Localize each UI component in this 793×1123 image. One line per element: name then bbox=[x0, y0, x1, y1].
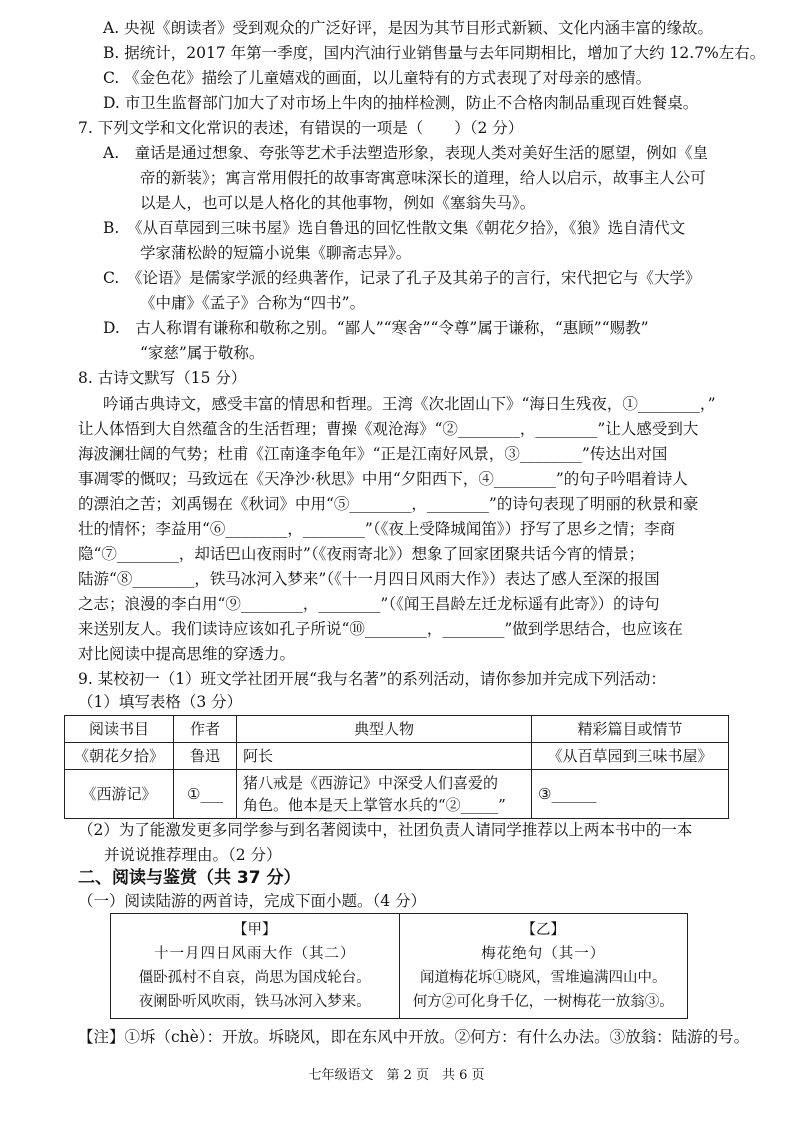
q8-text-line: 来送别友人。我们读诗应该如孔子所说“⑩________，________”做到学思结合，也应该在 bbox=[78, 620, 683, 638]
table-header: 典型人物 bbox=[237, 716, 532, 743]
q8-text-line: 事凋零的慨叹；马致远在《天净沙·秋思》中用“夕阳西下，④________”的句子吟唱着诗人 bbox=[78, 470, 688, 488]
q9-sub2-line: 并说说推荐理由。（2 分） bbox=[104, 846, 282, 864]
q7-option-a-line: A. 童话是通过想象、夸张等艺术手法塑造形象，表现人类对美好生活的愿望，例如《皇 bbox=[103, 144, 709, 162]
q8-text-line: 陆游“⑧________，铁马冰河入梦来”（《十一月四日风雨大作》）表达了感人至深的报国 bbox=[78, 570, 660, 588]
q7-option-d-line: “家慈”属于敬称。 bbox=[140, 344, 265, 362]
q7-option-a-line: 以是人，也可以是人格化的其他事物，例如《塞翁失马》。 bbox=[140, 194, 536, 212]
description-line-blank[interactable]: 角色。他本是天上掌管水兵的“②_____” bbox=[243, 796, 506, 814]
q6-option-b: B. 据统计，2017 年第一季度，国内汽油行业销售量与去年同期相比，增加了大约 12.7%左右。 bbox=[103, 44, 766, 62]
q8-text-line: 之志；浪漫的李白用“⑨________，________”（《闻王昌龄左迁龙标遥有此寄》）的诗句 bbox=[78, 595, 660, 613]
poem-line: 夜阑卧听风吹雨，铁马冰河入梦来。 bbox=[138, 994, 371, 1010]
table-header: 阅读书目 bbox=[65, 716, 174, 743]
table-header-row bbox=[65, 716, 729, 743]
poems-box bbox=[110, 913, 688, 1019]
q6-option-a: A. 央视《朗读者》受到观众的广泛好评，是因为其节目形式新颖、文化内涵丰富的缘故。 bbox=[103, 19, 714, 37]
table-cell-description bbox=[237, 770, 532, 819]
q6-option-d: D. 市卫生监督部门加大了对市场上牛肉的抽样检测，防止不合格肉制品重现百姓餐桌。 bbox=[103, 94, 699, 112]
table-cell: 阿长 bbox=[237, 743, 532, 770]
q8-text-line: 隐“⑦________，却话巴山夜雨时”（《夜雨寄北》）想象了回家团聚共话今宵的情景； bbox=[78, 545, 645, 563]
q8-text-line: 壮的情怀；李益用“⑥________，________”（《夜上受降城闻笛》）抒写了思乡之情；李商 bbox=[78, 520, 676, 538]
q8-text-line: 海波澜壮阔的气势；杜甫《江南逢李龟年》“正是江南好风景，③________”传达出对国 bbox=[78, 445, 668, 463]
poem-tag: 【乙】 bbox=[521, 922, 565, 938]
poem-line: 何方②可化身千亿，一树梅花一放翁③。 bbox=[412, 994, 674, 1010]
page-footer: 七年级语文 第 2 页 共 6 页 bbox=[308, 1068, 485, 1083]
table-cell: 《朝花夕拾》 bbox=[65, 743, 174, 770]
q7-option-c-line: C. 《论语》是儒家学派的经典著作，记录了孔子及其弟子的言行，宋代把它与《大学》 bbox=[103, 269, 701, 287]
poem-jia bbox=[111, 914, 399, 1018]
poem-note: 【注】①坼（chè）：开放。坼晓风，即在东风中开放。②何方：有什么办法。③放翁：陆游的号。 bbox=[78, 1028, 750, 1046]
section-title: 二、阅读与鉴赏（共 37 分） bbox=[78, 868, 301, 888]
q7-option-b-line: 学家蒲松龄的短篇小说集《聊斋志异》。 bbox=[140, 244, 412, 262]
table-row bbox=[65, 770, 729, 819]
table-cell-blank[interactable]: ③______ bbox=[532, 770, 729, 819]
poem-tag: 【甲】 bbox=[233, 922, 277, 938]
q9-sub1: （1）填写表格（3 分） bbox=[78, 693, 243, 711]
q8-text-line: 吟诵古典诗文，感受丰富的情思和哲理。王湾《次北固山下》“海日生残夜，①________，” bbox=[103, 395, 716, 413]
q7-option-a-line: 帝的新装》；寓言常用假托的故事寄寓意味深长的道理，给人以启示，故事主人公可 bbox=[140, 169, 706, 187]
q8-text-line: 让人体悟到大自然蕴含的生活哲理；曹操《观沧海》“②________，________”让人感受到大 bbox=[78, 420, 699, 438]
section-subtitle: （一）阅读陆游的两首诗，完成下面小题。（4 分） bbox=[78, 892, 427, 910]
reading-table bbox=[64, 715, 729, 819]
table-cell: 《从百草园到三味书屋》 bbox=[532, 743, 729, 770]
q7-option-b-line: B. 《从百草园到三味书屋》选自鲁迅的回忆性散文集《朝花夕拾》，《狼》选自清代文 bbox=[103, 219, 686, 237]
q9-stem: 9. 某校初一（1）班文学社团开展“我与名著”的系列活动，请你参加并完成下列活动： bbox=[78, 670, 666, 688]
q8-title: 8. 古诗文默写（15 分） bbox=[78, 369, 247, 387]
description-line: 猪八戒是《西游记》中深受人们喜爱的 bbox=[243, 774, 499, 792]
poem-yi bbox=[399, 914, 688, 1018]
table-cell-blank[interactable]: ①___ bbox=[174, 770, 237, 819]
table-row bbox=[65, 743, 729, 770]
table-cell: 鲁迅 bbox=[174, 743, 237, 770]
q8-text-line: 的漂泊之苦；刘禹锡在《秋词》中用“⑤________，________”的诗句表现了明丽的秋景和豪 bbox=[78, 495, 699, 513]
poem-line: 僵卧孤村不自哀，尚思为国戍轮台。 bbox=[138, 970, 371, 986]
q7-stem: 7. 下列文学和文化常识的表述，有错误的一项是（ ）（2 分） bbox=[78, 119, 524, 137]
q7-option-c-line: 《中庸》《孟子》合称为“四书”。 bbox=[140, 294, 366, 312]
q8-text-line: 对比阅读中提高思维的穿透力。 bbox=[78, 645, 296, 663]
poem-title: 梅花绝句（其一） bbox=[481, 946, 606, 962]
poem-title: 十一月四日风雨大作（其二） bbox=[154, 946, 356, 962]
table-cell: 《西游记》 bbox=[65, 770, 174, 819]
poem-line: 闻道梅花坼①晓风，雪堆遍满四山中。 bbox=[420, 970, 667, 986]
table-header: 精彩篇目或情节 bbox=[532, 716, 729, 743]
q6-option-c: C. 《金色花》描绘了儿童嬉戏的画面，以儿童特有的方式表现了对母亲的感情。 bbox=[103, 69, 652, 87]
q9-sub2-line: （2）为了能激发更多同学参与到名著阅读中，社团负责人请同学推荐以上两本书中的一本 bbox=[78, 821, 693, 839]
table-header: 作者 bbox=[174, 716, 237, 743]
q7-option-d-line: D. 古人称谓有谦称和敬称之别。“鄙人”“寒舍”“令尊”属于谦称，“惠顾”“赐教” bbox=[103, 319, 649, 337]
